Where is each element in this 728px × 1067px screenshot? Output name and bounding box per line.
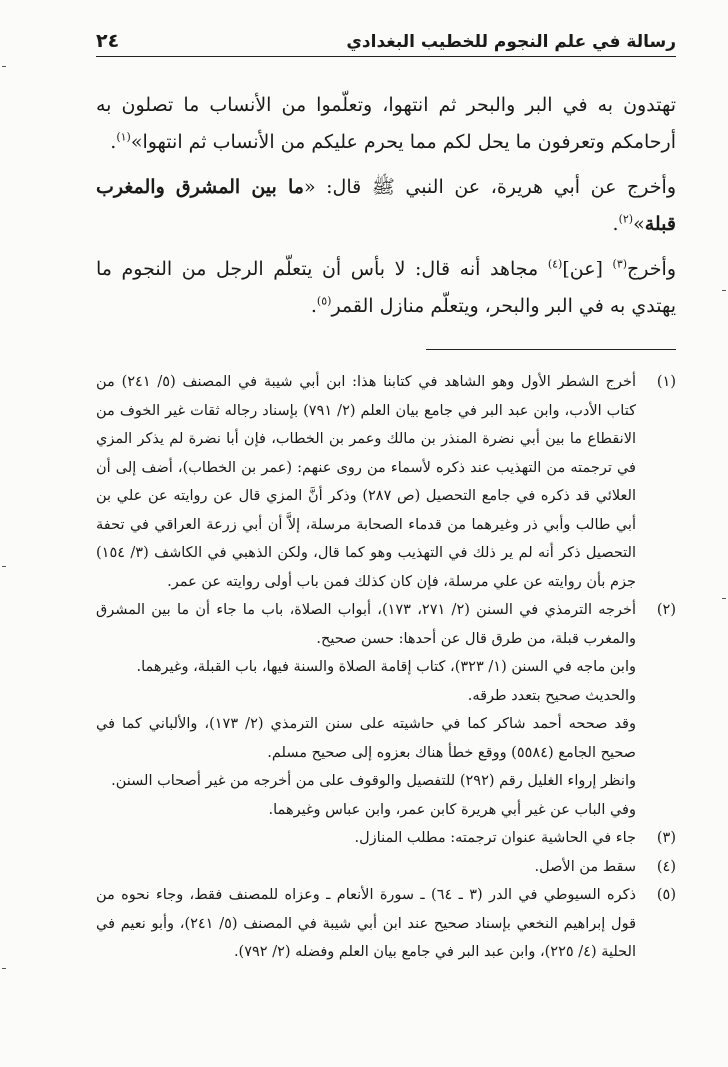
- footnote-3: [96, 824, 676, 853]
- paragraph-3-c: مجاهد أنه قال: لا بأس أن يتعلّم الرجل من النجوم ما يهتدي به في البر والبحر، ويتعلّم منازل القمر: [96, 258, 676, 317]
- paragraph-2-intro: وأخرج عن أبي هريرة، عن النبي ﷺ قال: «: [303, 176, 676, 198]
- footnote-body: [96, 824, 636, 853]
- footnote-text: والحديث صحيح بتعدد طرقه.: [467, 687, 636, 704]
- footnote-ref-5: (٥): [316, 294, 332, 308]
- scan-mark: [722, 598, 726, 599]
- paragraph-1: تهتدون به في البر والبحر ثم انتهوا، وتعلّموا من الأنساب ما تصلون به أرحامكم وتعرفون ما يحل لكم مما يحرم عليكم من الأنساب ثم انتهوا»$^{(١)}$.: [96, 94, 676, 153]
- hadith-text: ما بين المشرق والمغرب قبلة: [96, 176, 676, 235]
- scan-mark: [2, 66, 6, 67]
- footnote-body: [96, 853, 636, 882]
- footnote-ref-4: (٤): [547, 257, 563, 271]
- footnotes: [96, 368, 676, 967]
- footnote-number: (١): [656, 374, 676, 390]
- paragraph-3-a: وأخرج: [627, 258, 676, 280]
- scan-mark: [2, 566, 6, 567]
- scan-mark: [2, 968, 6, 969]
- footnote-text: سقط من الأصل.: [534, 858, 636, 875]
- main-text: [96, 87, 676, 325]
- footnote-ref-1: (١): [116, 130, 131, 144]
- footnote-5: [96, 881, 676, 967]
- footnote-4: [96, 853, 676, 882]
- running-title: رسالة في علم النجوم للخطيب البغدادي: [346, 32, 676, 52]
- footnote-number: (٣): [656, 830, 676, 846]
- footnote-number: (٤): [656, 858, 676, 875]
- footnote-number: (٢): [656, 602, 676, 618]
- footnote-text: وفي الباب عن غير أبي هريرة كابن عمر، وابن عباس وغيرهما.: [268, 801, 636, 818]
- footnote-1: [96, 368, 676, 596]
- footnote-text: وانظر إرواء الغليل رقم (٢٩٢) للتفصيل والوقوف على من أخرجه من غير أصحاب السنن.: [111, 773, 636, 789]
- footnote-body: [96, 881, 636, 967]
- scan-mark: [722, 290, 726, 291]
- footnote-text: أخرجه الترمذي في السنن (٢/ ٢٧١، ١٧٣)، أبواب الصلاة، باب ما جاء أن ما بين المشرق والمغرب قبلة، من طرق قال عن أحدها: حسن صحيح.: [96, 602, 636, 647]
- footnote-text: وقد صححه أحمد شاكر كما في حاشيته على سنن الترمذي (٢/ ١٧٣)، والألباني كما في صحيح الجامع (٥٥٨٤) ووقع خطأ هناك بعزوه إلى صحيح مسلم.: [96, 716, 636, 761]
- footnote-text: أخرج الشطر الأول وهو الشاهد في كتابنا هذا: ابن أبي شيبة في المصنف (٥/ ٢٤١) من كتاب الأدب، وابن عبد البر في جامع بيان العلم (٢/ ٧٩١) بإسناد رجاله ثقات غير الخوف من الانقطاع ما بين أبي نضرة المنذر بن مالك وعمر بن الخطاب، فإن أبا نضرة لم يذكر المزي في ترجمته من التهذيب عند ذكره لأسماء من روى عنهم: (عمر بن الخطاب)، أضف إلى أن العلائي قد ذكره في جامع التحصيل (ص ٢٨٧) وذكر أنَّ المزي قال عن روايته عن علي بن أبي طالب وأبي ذر وغيرهما من قدماء الصحابة مرسلة، إلاَّ أن أبي زرعة العراقي في تحفة التحصيل ذكر أنه لم ير ذلك في التهذيب وهو كما قال، ولكن الذهبي في الكاشف (٣/ ١٥٤) جزم بأن روايته عن علي مرسلة، فإن كان كذلك فمن باب أولى روايته عن عمر.: [96, 374, 637, 590]
- footnote-body: [96, 368, 636, 596]
- footnote-ref-3: (٣): [612, 257, 628, 271]
- book-page: [96, 30, 676, 967]
- paragraph-2: وأخرج عن أبي هريرة، عن النبي ﷺ قال: «ما بين المشرق والمغرب قبلة»$^{(٢)}$.: [96, 176, 676, 235]
- footnote-number: (٥): [656, 887, 676, 903]
- footnote-text: ذكره السيوطي في الدر (٣ ـ ٦٤) ـ سورة الأنعام ـ وعزاه للمصنف فقط، وجاء نحوه من قول إبراهيم النخعي بإسناد صحيح عند ابن أبي شيبة في المصنف (٥/ ٢٤١)، وأبو نعيم في الحلية (٤/ ٢٢٥)، وابن عبد البر في جامع بيان العلم وفضله (٢/ ٧٩٢).: [96, 887, 636, 960]
- paragraph-1-text: تهتدون به في البر والبحر ثم انتهوا، وتعلّموا من الأنساب ما تصلون به أرحامكم وتعرفون ما يحل لكم مما يحرم عليكم من الأنساب ثم انتهوا»: [96, 94, 676, 153]
- page-number: ٢٤: [96, 30, 120, 52]
- footnote-ref-2: (٢): [618, 212, 634, 226]
- paragraph-3-b: [عن]: [562, 258, 613, 280]
- quote-close: »: [633, 213, 645, 235]
- footnote-2: [96, 596, 676, 824]
- footnote-body: [96, 596, 636, 824]
- paragraph-3: وأخرج$^{(٣)}$ [عن]$^{(٤)}$ مجاهد أنه قال: لا بأس أن يتعلّم الرجل من النجوم ما يهتدي به في البر والبحر، ويتعلّم منازل القمر$^{(٥)}$.: [96, 257, 676, 317]
- page-header: [96, 30, 676, 57]
- footnote-separator: [426, 349, 676, 350]
- footnote-text: جاء في الحاشية عنوان ترجمته: مطلب المنازل.: [354, 830, 636, 846]
- footnote-text: وابن ماجه في السنن (١/ ٣٢٣)، كتاب إقامة الصلاة والسنة فيها، باب القبلة، وغيرهما.: [136, 659, 636, 675]
